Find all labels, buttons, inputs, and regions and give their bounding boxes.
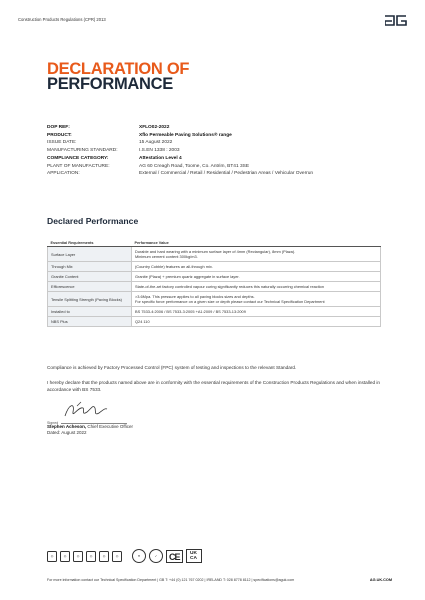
performance-line: >3.6Mpa. This pressure applies to all paving blocks sizes and depths. (135, 294, 255, 299)
detail-row (47, 155, 387, 163)
table-row (48, 282, 381, 292)
cert-mark-icon: ◎ (73, 551, 83, 562)
signatory (47, 424, 133, 436)
signature-scribble (61, 400, 111, 422)
table-row (48, 307, 381, 317)
performance-line: For specific force performance on a given size or depth please contact our Technical Specification Department (135, 299, 325, 304)
detail-key: ISSUE DATE: (47, 140, 77, 146)
requirement-cell: Tensile Splitting Strength (Paving Blocks) (48, 292, 132, 307)
detail-row (47, 147, 387, 155)
cert-mark-icon: ◎ (86, 551, 96, 562)
signed-label: Signed (47, 421, 59, 425)
requirement-cell: Granite Content (48, 272, 132, 282)
kitemark-icon: ♥ (132, 549, 146, 563)
detail-value: Attestation Level 4 (139, 155, 182, 161)
detail-row (47, 132, 387, 140)
detail-value: XFLO02-2022 (139, 125, 170, 130)
detail-row (47, 139, 387, 147)
performance-cell (132, 247, 381, 262)
performance-cell (132, 317, 381, 327)
detail-key: PRODUCT: (47, 132, 72, 138)
detail-row (47, 124, 387, 132)
certification-marks (47, 549, 202, 563)
fpc-statement: Compliance is achieved by Factory Processed Control (FPC) system of testing and inspections to the relevant Standard. (47, 365, 297, 370)
ukca-top: UK (190, 551, 197, 556)
title-line-1: DECLARATION OF (47, 60, 190, 78)
table-row (48, 272, 381, 282)
header-essential-requirements: Essential Requirements (48, 239, 132, 247)
detail-value: I.S.EN 1338 : 2003 (139, 148, 180, 154)
table-row (48, 292, 381, 307)
performance-cell (132, 292, 381, 307)
detail-value: Xflo Permeable Paving Solutions® range (139, 132, 232, 138)
signatory-role: Chief Executive Officer (86, 424, 134, 429)
detail-key: COMPLIANCE CATEGORY: (47, 155, 109, 161)
declared-performance-heading: Declared Performance (47, 216, 139, 226)
performance-cell (132, 282, 381, 292)
detail-key: DOP REF: (47, 125, 70, 130)
requirement-cell: Efflorescence (48, 282, 132, 292)
detail-row (47, 163, 387, 171)
detail-key: MANUFACTURING STANDARD: (47, 148, 118, 154)
contact-line: For more information contact our Technical Specification Department | GB T: +44 (0) 121 767 0202 | IRELAND T: 028 8778 8112 | specifications@aguk.com (47, 578, 295, 582)
table-row (48, 317, 381, 327)
product-details (47, 124, 387, 178)
table-header-row (48, 239, 381, 247)
performance-line: State-of-the-art factory controlled vapour curing significantly reduces this naturally occurring chemical reaction (135, 284, 324, 289)
website-link[interactable]: AG.UK.COM (369, 578, 392, 582)
ag-logo (385, 15, 407, 26)
signature-date: Dated: August 2022 (47, 430, 87, 435)
performance-table (47, 239, 381, 327)
performance-line: BS 7533-4:2006 / BS 7533-3:2005 +A1:2009 / BS 7533-13:2009 (135, 309, 246, 314)
document-title (47, 62, 189, 92)
cert-mark-icon: ◎ (99, 551, 109, 562)
table-row (48, 262, 381, 272)
performance-line: (Country Cobble) features an all-through mix. (135, 264, 213, 269)
performance-line: Durable and hard wearing with a minimum surface layer of 4mm (Rectangular), 8mm (Plaza). (135, 249, 296, 254)
ukca-bottom: CA (190, 556, 197, 562)
signatory-name: Stephen Acheson, (47, 424, 87, 429)
declaration-statement: I hereby declare that the products named above are in conformity with the essential requirements of the Construction Products Regulations and when installed in accordance with BS 7533. (47, 380, 381, 392)
header-bar (18, 15, 407, 31)
detail-key: PLANT OF MANUFACTURE: (47, 163, 110, 169)
header-performance-value: Performance Value (132, 239, 381, 247)
performance-cell (132, 272, 381, 282)
regulations-label: Construction Products Regulations (CPR) 2013 (18, 17, 106, 22)
performance-line: Q24 110 (135, 319, 150, 324)
detail-value: 15 August 2022 (139, 140, 173, 146)
requirement-cell: Surface Layer (48, 247, 132, 262)
title-line-2: PERFORMANCE (47, 75, 173, 93)
detail-value: AG 60 Creagh Road, Toome, Co. Antrim, BT41 3SE (139, 163, 250, 169)
table-row (48, 247, 381, 262)
cert-mark-icon: ◎ (47, 551, 57, 562)
performance-cell (132, 262, 381, 272)
quality-seal-icon: ✓ (149, 549, 163, 563)
requirement-cell: Installed to (48, 307, 132, 317)
requirement-cell: Through Mix (48, 262, 132, 272)
ukca-mark-icon (186, 549, 202, 563)
detail-row (47, 170, 387, 178)
detail-value: External / Commercial / Retail / Residential / Pedestrian Areas / Vehicular Overrun (139, 171, 314, 177)
performance-cell (132, 307, 381, 317)
cert-mark-icon: ◎ (60, 551, 70, 562)
ce-mark-icon: CE (166, 550, 183, 563)
performance-line: Granite (Plaza) + premium quartz aggregate in surface layer. (135, 274, 240, 279)
requirement-cell: NBS Plus (48, 317, 132, 327)
performance-line: Minimum cement content 300kg/m3. (135, 254, 198, 259)
detail-key: APPLICATION: (47, 171, 80, 177)
cert-mark-icon: ◎ (112, 551, 122, 562)
